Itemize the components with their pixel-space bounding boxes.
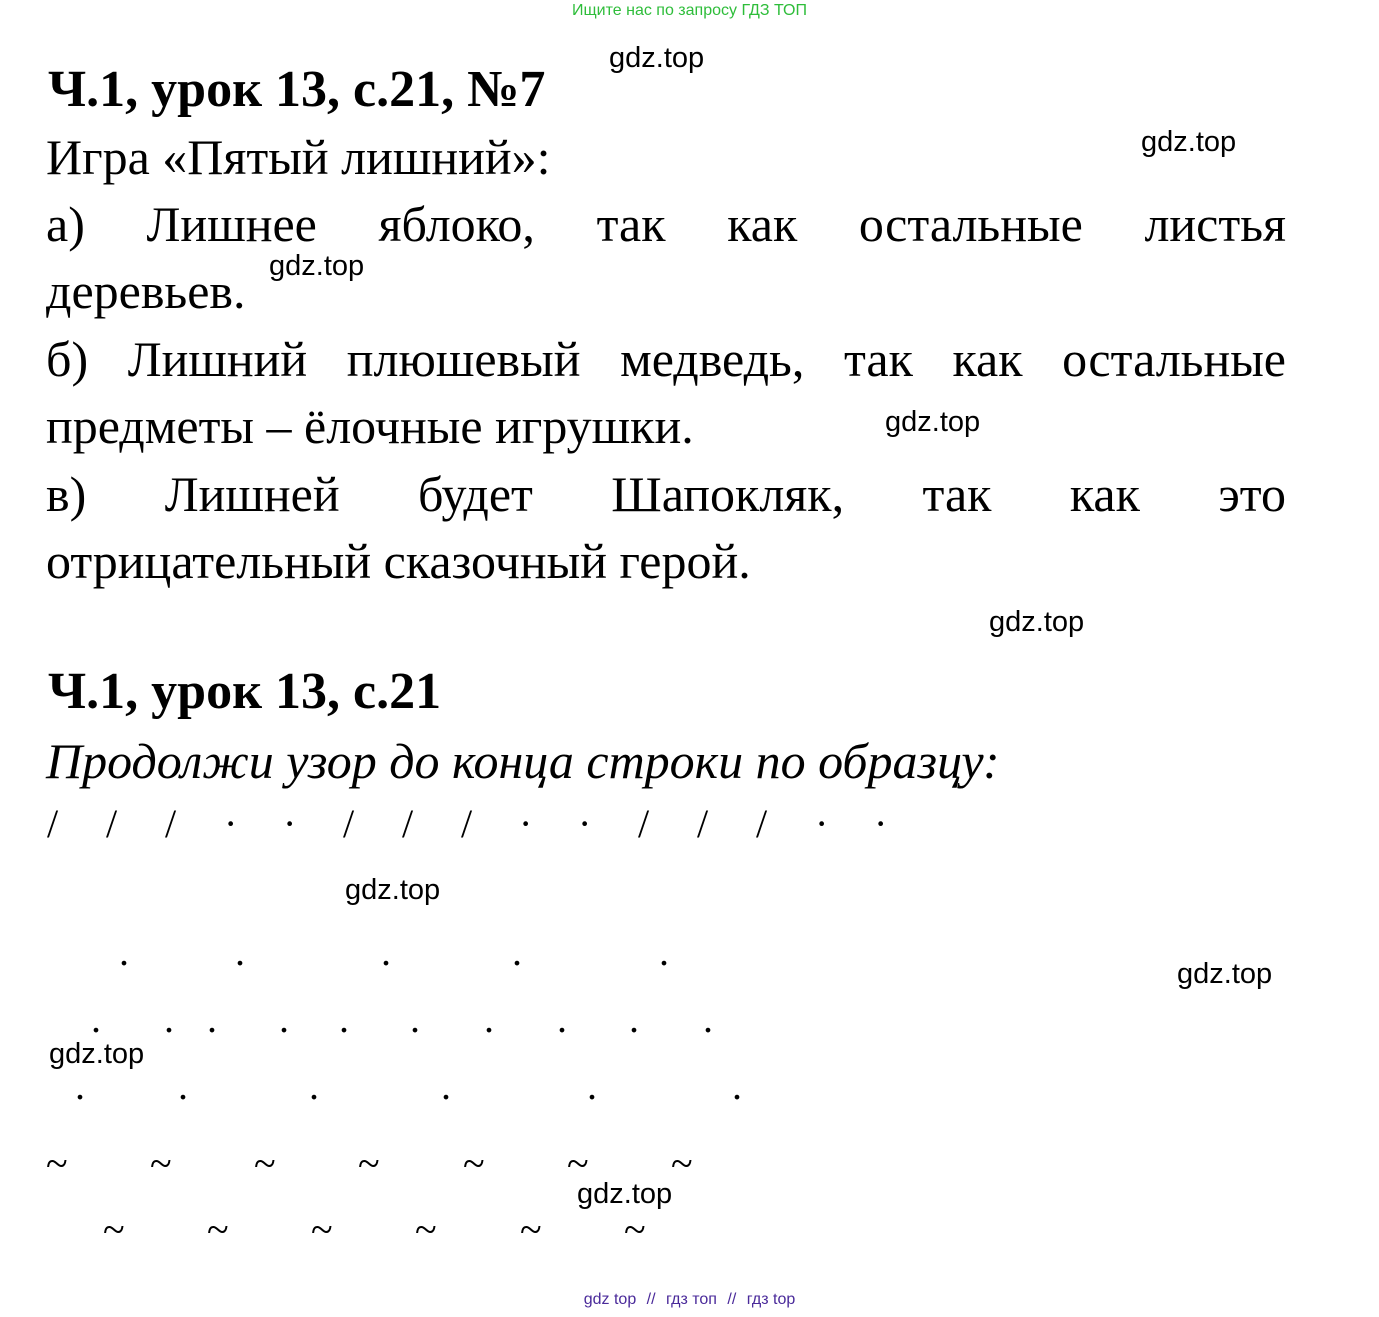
pattern-dot: . <box>732 1063 742 1108</box>
footer-link-gdz-top-ru[interactable]: гдз топ <box>666 1291 717 1308</box>
watermark: gdz.top <box>269 250 365 282</box>
pattern-dot: · <box>283 801 297 846</box>
answer-c-line2: отрицательный сказочный герой. <box>46 533 751 589</box>
pattern-dot: . <box>484 996 494 1041</box>
pattern-dot: . <box>629 996 639 1041</box>
pattern-dot: . <box>178 1063 188 1108</box>
pattern-dot: . <box>381 929 391 974</box>
pattern-dot: . <box>309 1063 319 1108</box>
pattern-dot: . <box>207 996 217 1041</box>
answer-a-line2: деревьев. <box>46 263 246 319</box>
pattern-tilde: ~ <box>358 1141 380 1186</box>
pattern-tilde: ~ <box>150 1141 172 1186</box>
pattern-dot: . <box>557 996 567 1041</box>
answer-a-line1: а) Лишнее яблоко, так как остальные листья <box>46 196 1286 252</box>
pattern-dot: . <box>441 1063 451 1108</box>
pattern-dot: · <box>519 801 533 846</box>
pattern-dot: . <box>339 996 349 1041</box>
watermark: gdz.top <box>989 606 1085 638</box>
section1-heading: Ч.1, урок 13, с.21, №7 <box>48 61 546 118</box>
pattern-slash: / <box>638 801 650 846</box>
watermark: gdz.top <box>1141 126 1237 158</box>
pattern-dot: . <box>91 996 101 1041</box>
pattern-dot: . <box>659 929 669 974</box>
pattern-slash: / <box>47 801 59 846</box>
pattern-dot: . <box>703 996 713 1041</box>
pattern-slash: / <box>756 801 768 846</box>
pattern-dot: . <box>119 929 129 974</box>
pattern-dot: . <box>235 929 245 974</box>
pattern-tilde: ~ <box>254 1141 276 1186</box>
pattern-slash: / <box>165 801 177 846</box>
pattern-dot: . <box>164 996 174 1041</box>
pattern-tilde: ~ <box>567 1141 589 1186</box>
pattern-tilde: ~ <box>671 1141 693 1186</box>
pattern-tilde: ~ <box>103 1207 125 1252</box>
pattern-dot: · <box>224 801 238 846</box>
pattern-slash: / <box>343 801 355 846</box>
watermark: gdz.top <box>345 874 441 906</box>
pattern-tilde: ~ <box>624 1207 646 1252</box>
answer-c-line1: в) Лишней будет Шапокляк, так как это <box>46 466 1286 522</box>
pattern-dot: . <box>512 929 522 974</box>
footer-link-gdz-top[interactable]: gdz top <box>583 1291 637 1308</box>
pattern-instruction: Продолжи узор до конца строки по образцу: <box>46 733 1000 789</box>
watermark: gdz.top <box>885 406 981 438</box>
pattern-dot: . <box>410 996 420 1041</box>
footer-separator: // <box>727 1291 737 1308</box>
pattern-tilde: ~ <box>463 1141 485 1186</box>
pattern-dot: · <box>874 801 888 846</box>
footer-link-gdz-top-mixed[interactable]: гдз top <box>746 1291 796 1308</box>
footer-links <box>0 1291 1379 1309</box>
top-banner-link[interactable]: Ищите нас по запросу ГДЗ ТОП <box>572 2 807 19</box>
game-intro-line: Игра «Пятый лишний»: <box>46 129 551 185</box>
watermark: gdz.top <box>1177 958 1273 990</box>
watermark: gdz.top <box>577 1178 673 1210</box>
pattern-dot: . <box>75 1063 85 1108</box>
pattern-dot: . <box>279 996 289 1041</box>
pattern-slash: / <box>402 801 414 846</box>
pattern-slash: / <box>106 801 118 846</box>
pattern-tilde: ~ <box>415 1207 437 1252</box>
section2-heading: Ч.1, урок 13, с.21 <box>48 663 442 720</box>
pattern-tilde: ~ <box>311 1207 333 1252</box>
pattern-tilde: ~ <box>520 1207 542 1252</box>
pattern-dot: . <box>587 1063 597 1108</box>
pattern-tilde: ~ <box>46 1141 68 1186</box>
pattern-slash: / <box>697 801 709 846</box>
footer-separator: // <box>646 1291 656 1308</box>
answer-b-line1: б) Лишний плюшевый медведь, так как остальные <box>46 331 1286 387</box>
answer-b-line2: предметы – ёлочные игрушки. <box>46 398 694 454</box>
pattern-dot: · <box>578 801 592 846</box>
pattern-tilde: ~ <box>207 1207 229 1252</box>
pattern-dot: · <box>815 801 829 846</box>
watermark: gdz.top <box>49 1038 145 1070</box>
pattern-slash: / <box>461 801 473 846</box>
watermark: gdz.top <box>609 42 705 74</box>
